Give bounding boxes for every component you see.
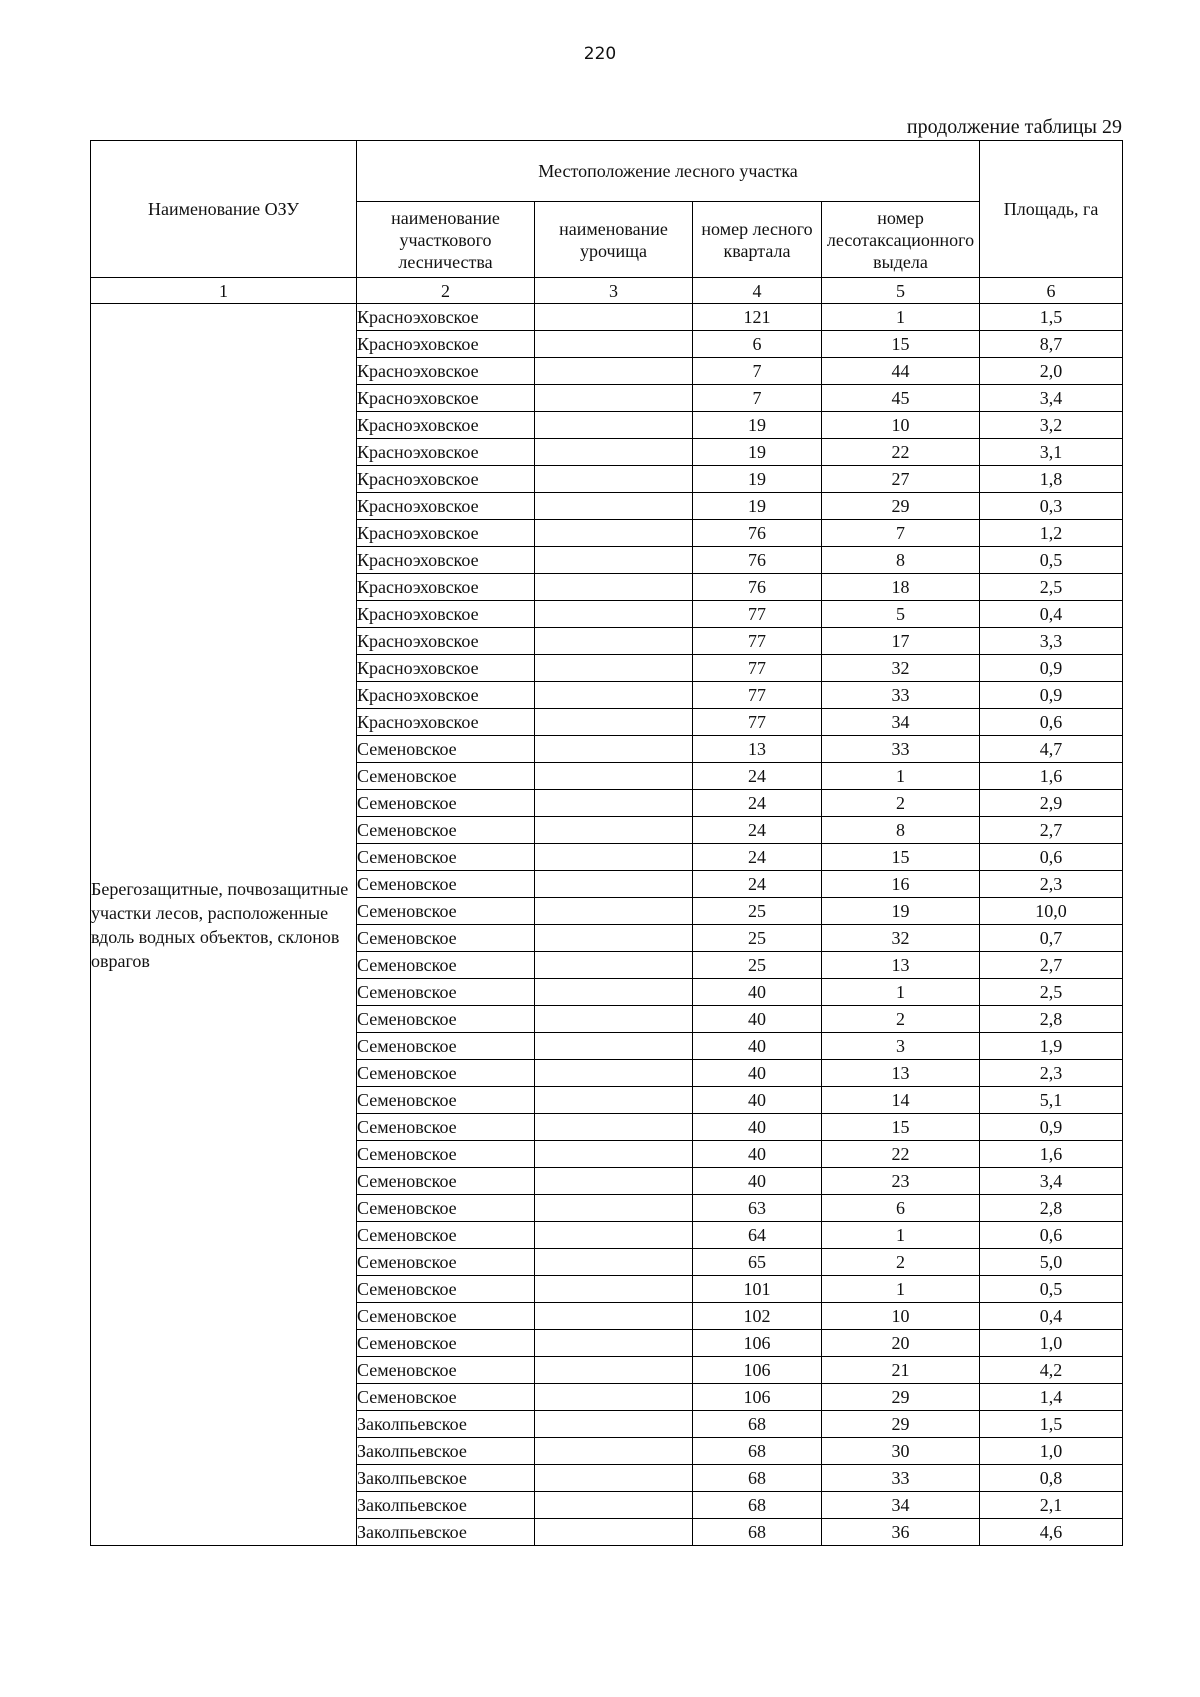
cell-forestry: Семеновское	[357, 1033, 535, 1060]
column-number: 5	[822, 278, 980, 304]
cell-quarter: 25	[693, 925, 822, 952]
cell-quarter: 68	[693, 1465, 822, 1492]
cell-forestry: Красноэховское	[357, 520, 535, 547]
cell-area: 3,1	[980, 439, 1123, 466]
cell-allotment: 2	[822, 1006, 980, 1033]
cell-quarter: 40	[693, 1087, 822, 1114]
cell-area: 5,0	[980, 1249, 1123, 1276]
cell-forestry: Семеновское	[357, 1114, 535, 1141]
cell-allotment: 15	[822, 844, 980, 871]
cell-tract	[535, 331, 693, 358]
cell-quarter: 106	[693, 1384, 822, 1411]
cell-forestry: Семеновское	[357, 898, 535, 925]
cell-quarter: 77	[693, 628, 822, 655]
cell-area: 0,6	[980, 1222, 1123, 1249]
cell-area: 1,0	[980, 1330, 1123, 1357]
cell-allotment: 18	[822, 574, 980, 601]
cell-forestry: Красноэховское	[357, 493, 535, 520]
cell-tract	[535, 601, 693, 628]
cell-area: 1,0	[980, 1438, 1123, 1465]
cell-area: 2,7	[980, 817, 1123, 844]
cell-quarter: 76	[693, 574, 822, 601]
cell-allotment: 5	[822, 601, 980, 628]
cell-allotment: 7	[822, 520, 980, 547]
cell-allotment: 33	[822, 682, 980, 709]
cell-area: 2,8	[980, 1195, 1123, 1222]
cell-allotment: 13	[822, 1060, 980, 1087]
cell-forestry: Семеновское	[357, 1384, 535, 1411]
cell-quarter: 40	[693, 1114, 822, 1141]
cell-tract	[535, 1249, 693, 1276]
cell-tract	[535, 952, 693, 979]
cell-area: 3,4	[980, 385, 1123, 412]
cell-area: 2,8	[980, 1006, 1123, 1033]
cell-allotment: 16	[822, 871, 980, 898]
column-number: 2	[357, 278, 535, 304]
cell-quarter: 24	[693, 763, 822, 790]
cell-quarter: 77	[693, 682, 822, 709]
cell-forestry: Семеновское	[357, 1276, 535, 1303]
cell-quarter: 102	[693, 1303, 822, 1330]
cell-allotment: 34	[822, 1492, 980, 1519]
cell-forestry: Семеновское	[357, 736, 535, 763]
cell-tract	[535, 1465, 693, 1492]
cell-allotment: 21	[822, 1357, 980, 1384]
cell-area: 2,1	[980, 1492, 1123, 1519]
cell-tract	[535, 1384, 693, 1411]
cell-tract	[535, 898, 693, 925]
cell-allotment: 30	[822, 1438, 980, 1465]
cell-forestry: Красноэховское	[357, 547, 535, 574]
cell-forestry: Заколпьевское	[357, 1411, 535, 1438]
cell-allotment: 1	[822, 1276, 980, 1303]
cell-tract	[535, 1519, 693, 1546]
column-number: 1	[91, 278, 357, 304]
cell-quarter: 40	[693, 979, 822, 1006]
cell-quarter: 40	[693, 1006, 822, 1033]
cell-forestry: Семеновское	[357, 925, 535, 952]
cell-tract	[535, 1303, 693, 1330]
cell-tract	[535, 790, 693, 817]
cell-quarter: 40	[693, 1141, 822, 1168]
cell-quarter: 64	[693, 1222, 822, 1249]
cell-allotment: 29	[822, 1384, 980, 1411]
cell-area: 2,9	[980, 790, 1123, 817]
cell-forestry: Красноэховское	[357, 331, 535, 358]
header-area: Площадь, га	[980, 141, 1123, 278]
cell-forestry: Семеновское	[357, 1168, 535, 1195]
cell-quarter: 76	[693, 520, 822, 547]
cell-forestry: Красноэховское	[357, 385, 535, 412]
cell-allotment: 14	[822, 1087, 980, 1114]
cell-area: 2,0	[980, 358, 1123, 385]
cell-allotment: 22	[822, 1141, 980, 1168]
forest-plots-table	[90, 140, 1123, 1546]
cell-area: 5,1	[980, 1087, 1123, 1114]
cell-quarter: 77	[693, 655, 822, 682]
column-number: 6	[980, 278, 1123, 304]
cell-quarter: 6	[693, 331, 822, 358]
cell-area: 1,5	[980, 304, 1123, 331]
column-number: 4	[693, 278, 822, 304]
cell-quarter: 68	[693, 1519, 822, 1546]
cell-area: 4,7	[980, 736, 1123, 763]
table-body	[91, 304, 1123, 1546]
cell-forestry: Семеновское	[357, 979, 535, 1006]
cell-forestry: Красноэховское	[357, 304, 535, 331]
cell-allotment: 33	[822, 1465, 980, 1492]
cell-area: 10,0	[980, 898, 1123, 925]
cell-forestry: Семеновское	[357, 817, 535, 844]
cell-forestry: Семеновское	[357, 1006, 535, 1033]
cell-allotment: 8	[822, 817, 980, 844]
cell-area: 0,5	[980, 547, 1123, 574]
cell-tract	[535, 1276, 693, 1303]
cell-quarter: 121	[693, 304, 822, 331]
cell-tract	[535, 466, 693, 493]
header-ozu-name: Наименование ОЗУ	[91, 141, 357, 278]
cell-forestry: Семеновское	[357, 844, 535, 871]
cell-allotment: 45	[822, 385, 980, 412]
cell-allotment: 23	[822, 1168, 980, 1195]
cell-allotment: 34	[822, 709, 980, 736]
cell-tract	[535, 493, 693, 520]
cell-forestry: Семеновское	[357, 1303, 535, 1330]
cell-area: 2,3	[980, 871, 1123, 898]
cell-tract	[535, 1006, 693, 1033]
cell-area: 3,3	[980, 628, 1123, 655]
cell-area: 0,3	[980, 493, 1123, 520]
cell-forestry: Заколпьевское	[357, 1519, 535, 1546]
cell-allotment: 29	[822, 493, 980, 520]
cell-allotment: 44	[822, 358, 980, 385]
cell-forestry: Красноэховское	[357, 439, 535, 466]
ozu-category-cell: Берегозащитные, почвозащитные участки лесов, расположенные вдоль водных объектов, склонов оврагов	[91, 304, 357, 1546]
cell-tract	[535, 979, 693, 1006]
cell-allotment: 29	[822, 1411, 980, 1438]
cell-forestry: Семеновское	[357, 763, 535, 790]
cell-area: 1,6	[980, 763, 1123, 790]
cell-area: 0,7	[980, 925, 1123, 952]
cell-area: 4,2	[980, 1357, 1123, 1384]
header-location: Местоположение лесного участка	[357, 141, 980, 202]
cell-tract	[535, 844, 693, 871]
cell-forestry: Красноэховское	[357, 709, 535, 736]
cell-quarter: 13	[693, 736, 822, 763]
cell-area: 0,8	[980, 1465, 1123, 1492]
cell-area: 2,7	[980, 952, 1123, 979]
cell-quarter: 77	[693, 601, 822, 628]
cell-quarter: 101	[693, 1276, 822, 1303]
cell-forestry: Семеновское	[357, 1330, 535, 1357]
cell-quarter: 19	[693, 412, 822, 439]
cell-quarter: 76	[693, 547, 822, 574]
cell-area: 0,4	[980, 1303, 1123, 1330]
cell-allotment: 1	[822, 763, 980, 790]
cell-tract	[535, 871, 693, 898]
cell-area: 3,4	[980, 1168, 1123, 1195]
cell-tract	[535, 1330, 693, 1357]
cell-quarter: 106	[693, 1330, 822, 1357]
cell-area: 3,2	[980, 412, 1123, 439]
cell-tract	[535, 412, 693, 439]
cell-allotment: 2	[822, 1249, 980, 1276]
cell-forestry: Заколпьевское	[357, 1438, 535, 1465]
cell-tract	[535, 1222, 693, 1249]
cell-tract	[535, 1195, 693, 1222]
cell-allotment: 27	[822, 466, 980, 493]
cell-forestry: Семеновское	[357, 790, 535, 817]
cell-allotment: 32	[822, 925, 980, 952]
cell-forestry: Семеновское	[357, 1195, 535, 1222]
cell-quarter: 40	[693, 1060, 822, 1087]
cell-area: 1,8	[980, 466, 1123, 493]
cell-tract	[535, 1492, 693, 1519]
cell-forestry: Красноэховское	[357, 601, 535, 628]
cell-forestry: Семеновское	[357, 952, 535, 979]
cell-allotment: 10	[822, 1303, 980, 1330]
cell-forestry: Заколпьевское	[357, 1492, 535, 1519]
cell-tract	[535, 1087, 693, 1114]
cell-forestry: Семеновское	[357, 871, 535, 898]
cell-allotment: 2	[822, 790, 980, 817]
table-continuation-label: продолжение таблицы 29	[906, 116, 1122, 138]
cell-tract	[535, 1141, 693, 1168]
cell-forestry: Семеновское	[357, 1087, 535, 1114]
cell-allotment: 22	[822, 439, 980, 466]
cell-tract	[535, 1411, 693, 1438]
cell-quarter: 24	[693, 844, 822, 871]
cell-quarter: 40	[693, 1168, 822, 1195]
cell-area: 1,4	[980, 1384, 1123, 1411]
cell-forestry: Семеновское	[357, 1060, 535, 1087]
cell-tract	[535, 628, 693, 655]
cell-forestry: Семеновское	[357, 1249, 535, 1276]
cell-allotment: 36	[822, 1519, 980, 1546]
cell-quarter: 25	[693, 952, 822, 979]
cell-quarter: 7	[693, 385, 822, 412]
cell-tract	[535, 385, 693, 412]
cell-tract	[535, 1168, 693, 1195]
header-tract: наименование урочища	[535, 202, 693, 278]
cell-quarter: 19	[693, 493, 822, 520]
cell-area: 0,9	[980, 655, 1123, 682]
table-row	[91, 304, 1123, 331]
cell-tract	[535, 682, 693, 709]
cell-allotment: 13	[822, 952, 980, 979]
cell-forestry: Красноэховское	[357, 655, 535, 682]
cell-quarter: 63	[693, 1195, 822, 1222]
cell-forestry: Семеновское	[357, 1357, 535, 1384]
cell-tract	[535, 709, 693, 736]
cell-quarter: 24	[693, 790, 822, 817]
cell-tract	[535, 1114, 693, 1141]
cell-area: 1,9	[980, 1033, 1123, 1060]
cell-forestry: Красноэховское	[357, 574, 535, 601]
cell-area: 0,6	[980, 709, 1123, 736]
cell-quarter: 24	[693, 817, 822, 844]
cell-area: 0,4	[980, 601, 1123, 628]
header-quarter: номер лесного квартала	[693, 202, 822, 278]
cell-tract	[535, 520, 693, 547]
cell-area: 1,6	[980, 1141, 1123, 1168]
cell-forestry: Красноэховское	[357, 682, 535, 709]
header-allotment: номер лесотаксационного выдела	[822, 202, 980, 278]
cell-allotment: 1	[822, 979, 980, 1006]
cell-quarter: 19	[693, 439, 822, 466]
cell-tract	[535, 1438, 693, 1465]
cell-tract	[535, 736, 693, 763]
cell-quarter: 19	[693, 466, 822, 493]
cell-area: 4,6	[980, 1519, 1123, 1546]
cell-quarter: 77	[693, 709, 822, 736]
cell-tract	[535, 574, 693, 601]
cell-tract	[535, 1033, 693, 1060]
cell-area: 2,5	[980, 979, 1123, 1006]
cell-forestry: Заколпьевское	[357, 1465, 535, 1492]
cell-forestry: Красноэховское	[357, 628, 535, 655]
cell-area: 0,6	[980, 844, 1123, 871]
cell-allotment: 10	[822, 412, 980, 439]
cell-area: 2,5	[980, 574, 1123, 601]
cell-forestry: Семеновское	[357, 1222, 535, 1249]
cell-tract	[535, 655, 693, 682]
cell-quarter: 7	[693, 358, 822, 385]
cell-allotment: 15	[822, 331, 980, 358]
cell-allotment: 32	[822, 655, 980, 682]
page-number: 220	[583, 44, 617, 64]
cell-quarter: 65	[693, 1249, 822, 1276]
cell-quarter: 24	[693, 871, 822, 898]
cell-tract	[535, 1060, 693, 1087]
cell-area: 2,3	[980, 1060, 1123, 1087]
cell-quarter: 25	[693, 898, 822, 925]
cell-allotment: 19	[822, 898, 980, 925]
cell-tract	[535, 304, 693, 331]
cell-tract	[535, 358, 693, 385]
cell-forestry: Красноэховское	[357, 412, 535, 439]
cell-allotment: 6	[822, 1195, 980, 1222]
cell-allotment: 17	[822, 628, 980, 655]
cell-tract	[535, 439, 693, 466]
cell-forestry: Красноэховское	[357, 358, 535, 385]
column-number: 3	[535, 278, 693, 304]
cell-area: 0,9	[980, 1114, 1123, 1141]
cell-allotment: 8	[822, 547, 980, 574]
cell-tract	[535, 547, 693, 574]
cell-tract	[535, 1357, 693, 1384]
cell-forestry: Красноэховское	[357, 466, 535, 493]
cell-area: 1,5	[980, 1411, 1123, 1438]
cell-area: 8,7	[980, 331, 1123, 358]
cell-allotment: 1	[822, 304, 980, 331]
cell-allotment: 15	[822, 1114, 980, 1141]
cell-quarter: 68	[693, 1492, 822, 1519]
cell-tract	[535, 817, 693, 844]
cell-quarter: 106	[693, 1357, 822, 1384]
cell-allotment: 1	[822, 1222, 980, 1249]
cell-tract	[535, 925, 693, 952]
cell-allotment: 20	[822, 1330, 980, 1357]
cell-tract	[535, 763, 693, 790]
cell-area: 0,5	[980, 1276, 1123, 1303]
cell-forestry: Семеновское	[357, 1141, 535, 1168]
cell-quarter: 68	[693, 1438, 822, 1465]
cell-quarter: 68	[693, 1411, 822, 1438]
cell-allotment: 3	[822, 1033, 980, 1060]
cell-allotment: 33	[822, 736, 980, 763]
cell-area: 1,2	[980, 520, 1123, 547]
header-forestry: наименование участкового лесничества	[357, 202, 535, 278]
cell-quarter: 40	[693, 1033, 822, 1060]
cell-area: 0,9	[980, 682, 1123, 709]
